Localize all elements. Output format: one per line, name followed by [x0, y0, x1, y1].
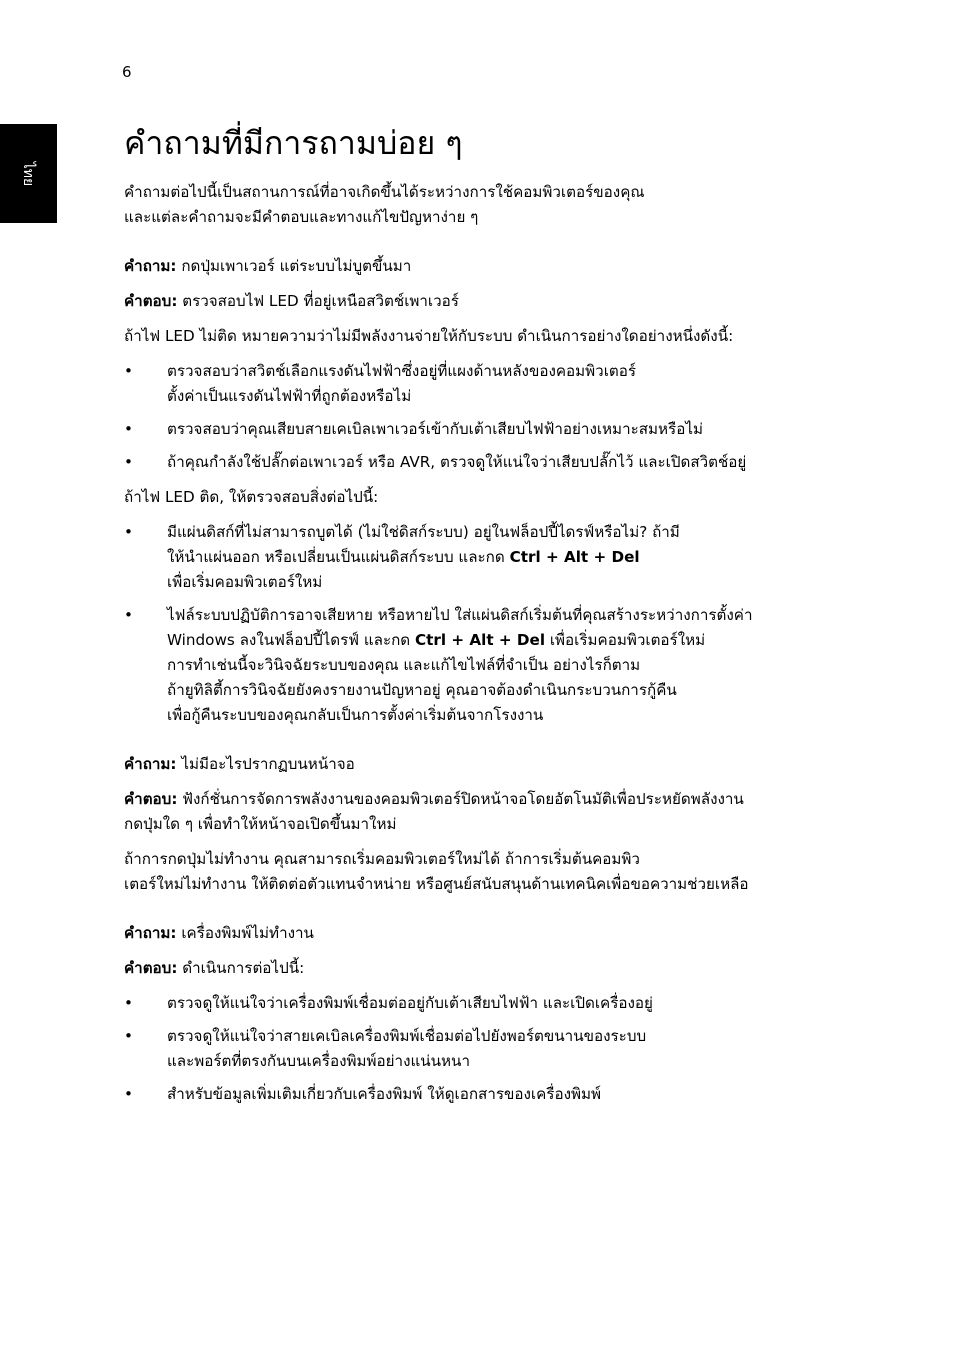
faq-content [124, 118, 824, 1117]
led-on-list [124, 520, 824, 728]
q1-led-on: ถ้าไฟ LED ติด, ให้ตรวจสอบสิ่งต่อไปนี้: [124, 488, 379, 506]
q1-answer [124, 289, 824, 314]
bullet: • [124, 420, 133, 438]
printer-list [124, 991, 824, 1107]
key-combo: Ctrl + Alt + Del [414, 631, 546, 649]
bullet: • [124, 453, 133, 471]
list-item: • ตรวจสอบว่าสวิตช์เลือกแรงดันไฟฟ้าซึ่งอยู่ที่แผงด้านหลังของคอมพิวเตอร์ ตั้งค่าเป็นแรงดันไฟฟ้าที่ถูกต้องหรือไม่ [124, 359, 824, 409]
question-label: คำถาม: [124, 924, 177, 942]
list-item: • ถ้าคุณกำลังใช้ปลั๊กต่อเพาเวอร์ หรือ AVR, ตรวจดูให้แน่ใจว่าเสียบปลั๊กไว้ และเปิดสวิตช์อยู่ [124, 450, 824, 475]
answer-label: คำตอบ: [124, 292, 178, 310]
intro-line: และแต่ละคำถามจะมีคำตอบและทางแก้ไขปัญหาง่าย ๆ [124, 208, 479, 226]
led-off-list [124, 359, 824, 475]
list-item: • ตรวจสอบว่าคุณเสียบสายเคเบิลเพาเวอร์เข้ากับเต้าเสียบไฟฟ้าอย่างเหมาะสมหรือไม่ [124, 417, 824, 442]
bullet: • [124, 362, 133, 380]
question-label: คำถาม: [124, 755, 177, 773]
question-label: คำถาม: [124, 257, 177, 275]
q2-answer: คำตอบ: ฟังก์ชั่นการจัดการพลังงานของคอมพิวเตอร์ปิดหน้าจอโดยอัตโนมัติเพื่อประหยัดพลังงาน กดปุ่มใด ๆ เพื่อทำให้หน้าจอเปิดขึ้นมาใหม่ [124, 790, 744, 833]
list-item: • มีแผ่นดิสก์ที่ไม่สามารถบูตได้ (ไม่ใช่ดิสก์ระบบ) อยู่ในฟล็อปปี้ไดรฟ์หรือไม่? ถ้ามี ให้นำแผ่นออก หรือเปลี่ยนเป็นแผ่นดิสก์ระบบ และกด Ctrl + Alt + Del เพื่อเริ่มคอมพิวเตอร์ใหม่ [124, 520, 824, 595]
bullet: • [124, 523, 133, 541]
intro-line: คำถามต่อไปนี้เป็นสถานการณ์ที่อาจเกิดขึ้นได้ระหว่างการใช้คอมพิวเตอร์ของคุณ [124, 183, 645, 201]
language-tab [0, 124, 57, 223]
page-number: 6 [122, 63, 132, 81]
bullet: • [124, 1085, 133, 1103]
list-item: • ตรวจดูให้แน่ใจว่าสายเคเบิลเครื่องพิมพ์เชื่อมต่อไปยังพอร์ตขนานของระบบ และพอร์ตที่ตรงกันบนเครื่องพิมพ์อย่างแน่นหนา [124, 1024, 824, 1074]
list-item: • สำหรับข้อมูลเพิ่มเติมเกี่ยวกับเครื่องพิมพ์ ให้ดูเอกสารของเครื่องพิมพ์ [124, 1082, 824, 1107]
q1-question-text: กดปุ่มเพาเวอร์ แต่ระบบไม่บูตขึ้นมา [181, 257, 412, 275]
q1-question [124, 254, 824, 279]
bullet: • [124, 994, 133, 1012]
q3-question [124, 921, 824, 946]
answer-label: คำตอบ: [124, 959, 178, 977]
bullet: • [124, 1027, 133, 1045]
key-combo: Ctrl + Alt + Del [509, 548, 640, 566]
q3-question-text: เครื่องพิมพ์ไม่ทำงาน [181, 924, 314, 942]
q1-answer-text: ตรวจสอบไฟ LED ที่อยู่เหนือสวิตช์เพาเวอร์ [182, 292, 459, 310]
q1-led-off: ถ้าไฟ LED ไม่ติด หมายความว่าไม่มีพลังงานจ่ายให้กับระบบ ดำเนินการอย่างใดอย่างหนึ่งดังนี้: [124, 327, 734, 345]
page-title: คำถามที่มีการถามบ่อย ๆ [124, 124, 463, 162]
intro-paragraph [124, 180, 824, 230]
q2-question-text: ไม่มีอะไรปรากฏบนหน้าจอ [181, 755, 355, 773]
q2-note: ถ้าการกดปุ่มไม่ทำงาน คุณสามารถเริ่มคอมพิวเตอร์ใหม่ได้ ถ้าการเริ่มต้นคอมพิว เตอร์ใหม่ไม่ทำงาน ให้ติดต่อตัวแทนจำหน่าย หรือศูนย์สนับสนุนด้านเทคนิคเพื่อขอความช่วยเหลือ [124, 850, 749, 893]
answer-label: คำตอบ: [124, 790, 178, 808]
language-tab-label: ไทย [20, 161, 36, 187]
bullet: • [124, 606, 133, 624]
q3-answer [124, 956, 824, 981]
q2-question [124, 752, 824, 777]
list-item: • ตรวจดูให้แน่ใจว่าเครื่องพิมพ์เชื่อมต่ออยู่กับเต้าเสียบไฟฟ้า และเปิดเครื่องอยู่ [124, 991, 824, 1016]
list-item: • ไฟล์ระบบปฏิบัติการอาจเสียหาย หรือหายไป ใส่แผ่นดิสก์เริ่มต้นที่คุณสร้างระหว่างการตั้งค่า Windows ลงในฟล็อปปี้ไดรฟ์ และกด Ctrl + Alt + Del เพื่อเริ่มคอมพิวเตอร์ใหม่ การทำเช่นนี้จะวินิจฉัยระบบของคุณ และแก้ไขไฟล์ที่จำเป็น อย่างไรก็ตาม ถ้ายูทิลิตี้การวินิจฉัยยังคงรายงานปัญหาอยู่ คุณอาจต้องดำเนินกระบวนการกู้คืน เพื่อกู้คืนระบบของคุณกลับเป็นการตั้งค่าเริ่มต้นจากโรงงาน [124, 603, 824, 728]
q3-answer-text: ดำเนินการต่อไปนี้: [182, 959, 305, 977]
